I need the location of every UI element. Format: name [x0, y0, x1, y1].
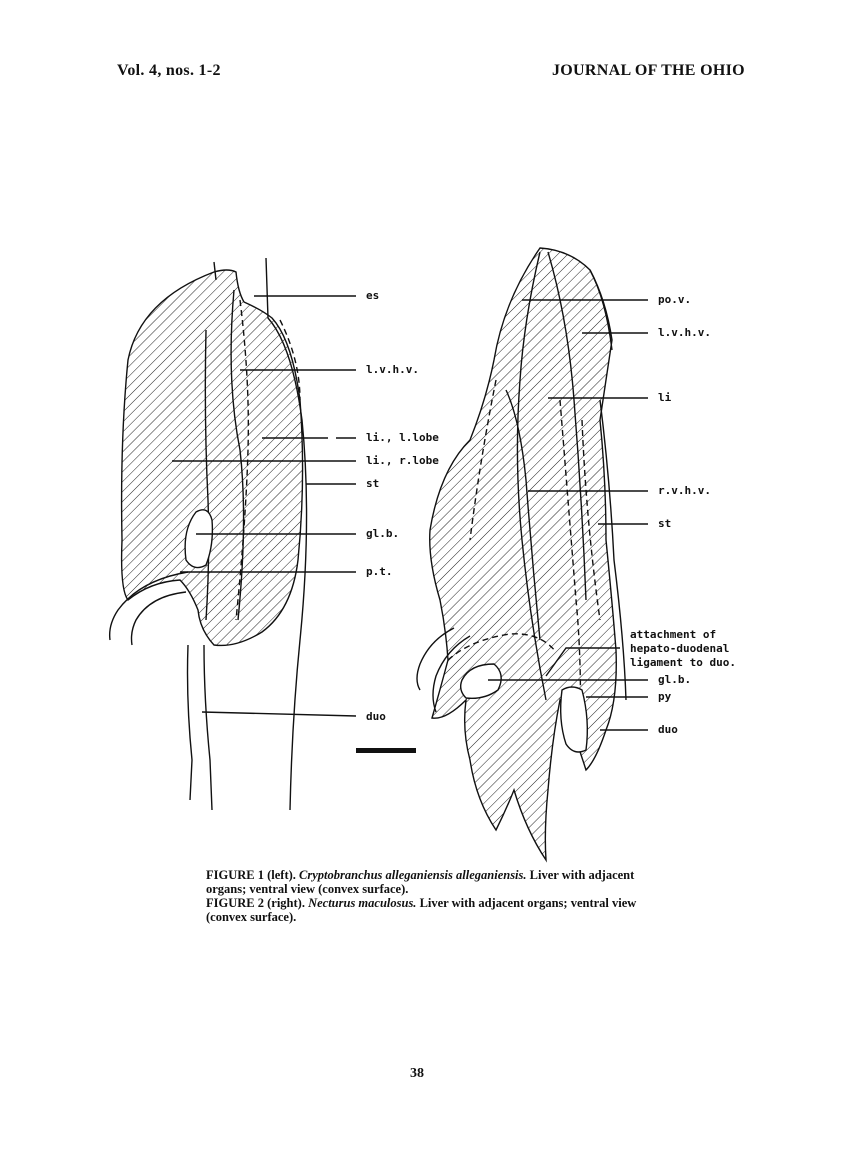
- figure-1-drawing: [110, 258, 356, 810]
- running-header-left: Vol. 4, nos. 1-2: [117, 62, 221, 79]
- caption-fig1-text: Liver with adjacent organs; ventral view (convex surface).: [206, 868, 635, 896]
- label-fig2-attachment-2: hepato-duodenal: [630, 642, 730, 655]
- label-fig2-pov: po.v.: [658, 293, 692, 306]
- liver-fig1: [122, 270, 303, 645]
- label-fig2-duo: duo: [658, 723, 678, 736]
- caption-fig2-text: Liver with adjacent organs; ventral view (convex surface).: [206, 896, 637, 924]
- label-fig2-attachment-1: attachment of: [630, 628, 717, 641]
- label-fig2-rvhv: r.v.h.v.: [658, 484, 711, 497]
- label-fig1-st: st: [366, 477, 380, 490]
- caption-fig2-prefix: FIGURE 2 (right).: [206, 896, 305, 910]
- label-fig2-li: li: [658, 391, 672, 404]
- label-fig1-lvhv: l.v.h.v.: [366, 363, 419, 376]
- page-number: 38: [410, 1066, 424, 1081]
- label-fig1-li-llobe: li., l.lobe: [366, 431, 439, 444]
- scale-bar: [356, 748, 416, 753]
- label-fig2-glb: gl.b.: [658, 673, 692, 686]
- figure-2-drawing: [417, 248, 648, 860]
- pylorus: [561, 687, 588, 752]
- label-fig1-duo: duo: [366, 710, 386, 723]
- label-fig2-py: py: [658, 690, 672, 703]
- label-fig2-st: st: [658, 517, 672, 530]
- figure-caption: [206, 868, 656, 924]
- label-fig1-es: es: [366, 289, 380, 302]
- label-fig2-lvhv: l.v.h.v.: [658, 326, 711, 339]
- label-fig1-li-rlobe: li., r.lobe: [366, 454, 439, 467]
- caption-fig2-species: Necturus maculosus.: [308, 896, 417, 910]
- running-header-right: JOURNAL OF THE OHIO: [552, 62, 745, 79]
- label-fig2-attachment-3: ligament to duo.: [630, 656, 736, 669]
- caption-fig1-prefix: FIGURE 1 (left).: [206, 868, 296, 882]
- caption-fig1-species: Cryptobranchus alleganiensis alleganiensis.: [299, 868, 527, 882]
- label-fig1-pt: p.t.: [366, 565, 393, 578]
- label-fig1-glb: gl.b.: [366, 527, 400, 540]
